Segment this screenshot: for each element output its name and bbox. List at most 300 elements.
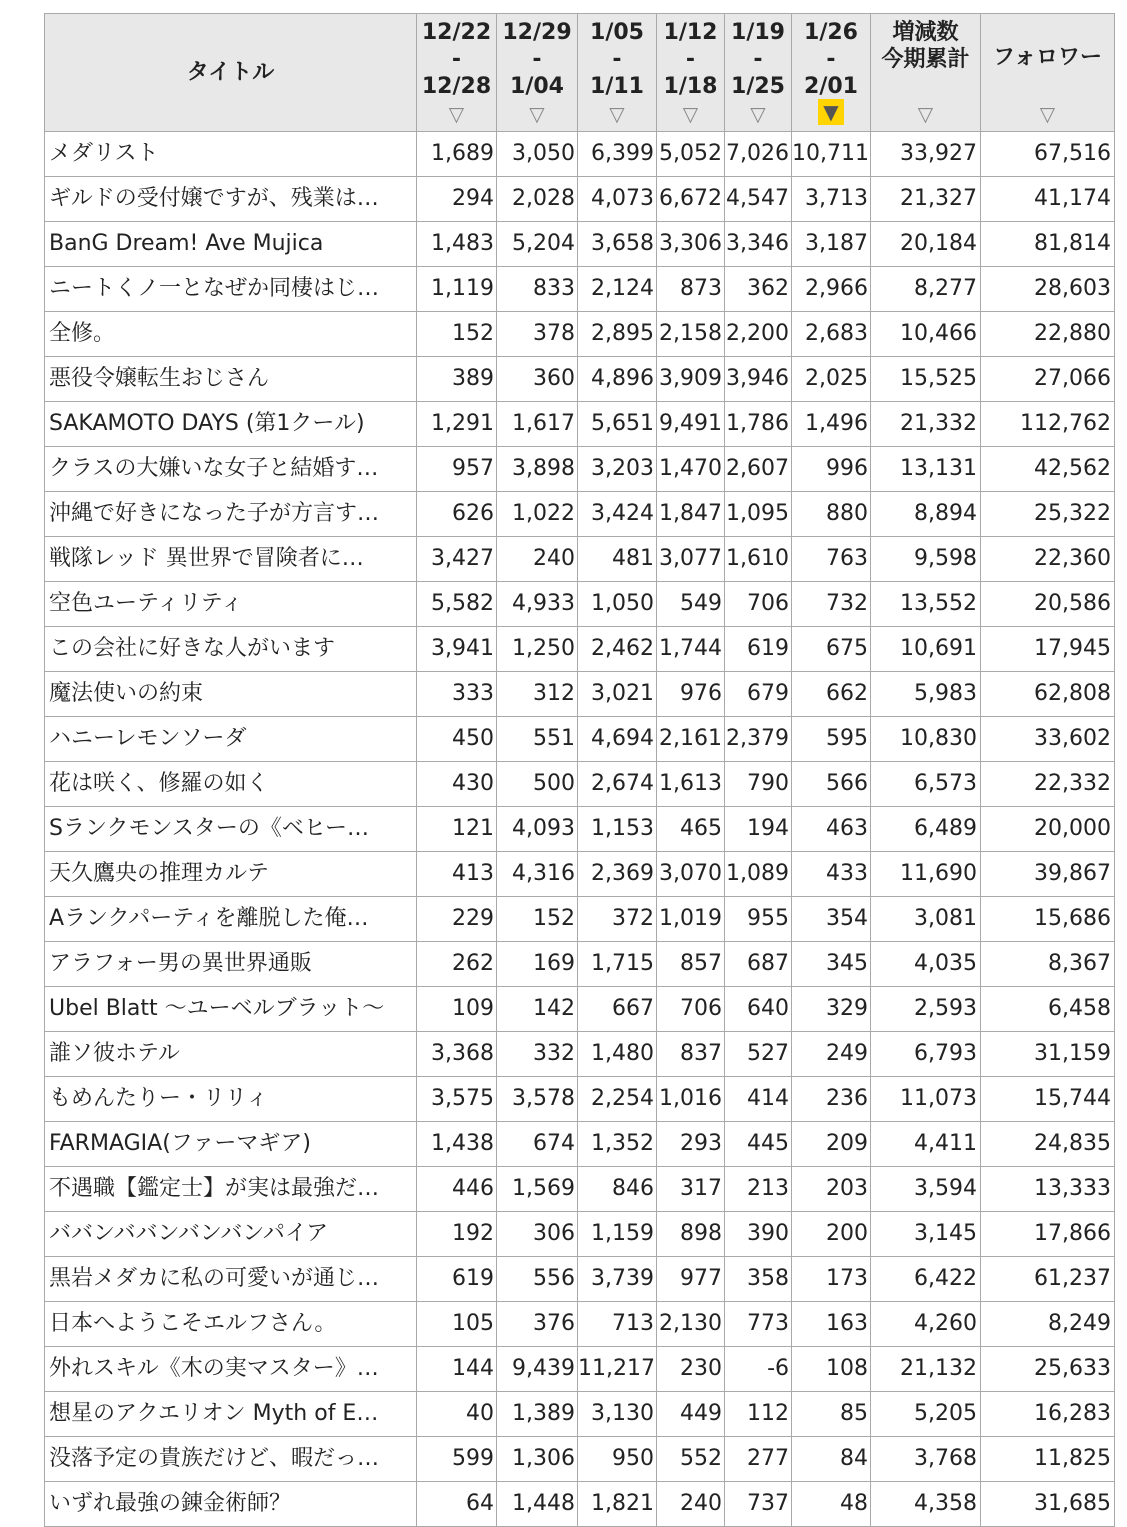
week-6-value: 329 bbox=[792, 987, 871, 1032]
week-2-value: 360 bbox=[497, 357, 578, 402]
cumulative-value: 21,132 bbox=[871, 1347, 981, 1392]
week-2-value: 2,028 bbox=[497, 177, 578, 222]
followers-value: 24,835 bbox=[981, 1122, 1115, 1167]
week-1-value: 333 bbox=[417, 672, 497, 717]
week-6-value: 2,025 bbox=[792, 357, 871, 402]
table-row bbox=[45, 402, 1115, 447]
week-1-value: 294 bbox=[417, 177, 497, 222]
anime-title-cell[interactable]: 黒岩メダカに私の可愛いが通じ… bbox=[45, 1257, 417, 1302]
week-6-value: 108 bbox=[792, 1347, 871, 1392]
week-2-value: 1,306 bbox=[497, 1437, 578, 1482]
week-column-header[interactable] bbox=[417, 14, 497, 132]
week-2-value: 5,204 bbox=[497, 222, 578, 267]
anime-title-cell[interactable]: Aランクパーティを離脱した俺… bbox=[45, 897, 417, 942]
week-5-value: 1,786 bbox=[725, 402, 792, 447]
week-5-value: 445 bbox=[725, 1122, 792, 1167]
sort-triangle-icon[interactable]: ▽ bbox=[448, 102, 465, 126]
week-5-value: 687 bbox=[725, 942, 792, 987]
week-dash: - bbox=[451, 47, 462, 72]
week-5-value: 362 bbox=[725, 267, 792, 312]
week-dash: - bbox=[826, 47, 836, 72]
table-row bbox=[45, 852, 1115, 897]
week-6-value: 236 bbox=[792, 1077, 871, 1122]
week-column-header[interactable] bbox=[578, 14, 657, 132]
cumulative-value: 4,035 bbox=[871, 942, 981, 987]
week-2-value: 674 bbox=[497, 1122, 578, 1167]
week-6-value: 173 bbox=[792, 1257, 871, 1302]
anime-title-cell[interactable]: Ubel Blatt ～ユーベルブラット～ bbox=[45, 987, 417, 1032]
week-start-label: 1/26 bbox=[804, 20, 858, 45]
week-2-value: 312 bbox=[497, 672, 578, 717]
anime-title-cell[interactable]: 没落予定の貴族だけど、暇だっ… bbox=[45, 1437, 417, 1482]
week-3-value: 3,424 bbox=[578, 492, 657, 537]
week-5-value: 527 bbox=[725, 1032, 792, 1077]
week-1-value: 1,291 bbox=[417, 402, 497, 447]
week-4-value: 2,130 bbox=[657, 1302, 725, 1347]
followers-value: 20,586 bbox=[981, 582, 1115, 627]
followers-value: 67,516 bbox=[981, 132, 1115, 177]
week-3-value: 2,369 bbox=[578, 852, 657, 897]
week-1-value: 619 bbox=[417, 1257, 497, 1302]
week-4-value: 873 bbox=[657, 267, 725, 312]
cumulative-value: 4,411 bbox=[871, 1122, 981, 1167]
table-row bbox=[45, 447, 1115, 492]
week-6-value: 463 bbox=[792, 807, 871, 852]
week-2-value: 1,448 bbox=[497, 1482, 578, 1527]
cumulative-value: 6,422 bbox=[871, 1257, 981, 1302]
week-start-label: 1/05 bbox=[590, 20, 644, 45]
anime-title-cell[interactable]: FARMAGIA(ファーマギア) bbox=[45, 1122, 417, 1167]
table-row bbox=[45, 312, 1115, 357]
week-end-label: 2/01 bbox=[804, 74, 858, 99]
followers-value: 42,562 bbox=[981, 447, 1115, 492]
week-6-value: 84 bbox=[792, 1437, 871, 1482]
week-4-value: 857 bbox=[657, 942, 725, 987]
week-column-header[interactable] bbox=[497, 14, 578, 132]
cumulative-value: 3,594 bbox=[871, 1167, 981, 1212]
cumulative-value: 20,184 bbox=[871, 222, 981, 267]
week-3-value: 846 bbox=[578, 1167, 657, 1212]
week-end-label: 1/25 bbox=[731, 74, 785, 99]
followers-value: 27,066 bbox=[981, 357, 1115, 402]
table-row bbox=[45, 627, 1115, 672]
week-5-value: 790 bbox=[725, 762, 792, 807]
week-4-value: 9,491 bbox=[657, 402, 725, 447]
anime-title-cell[interactable]: 不遇職【鑑定士】が実は最強だ… bbox=[45, 1167, 417, 1212]
week-6-value: 675 bbox=[792, 627, 871, 672]
week-5-value: 1,089 bbox=[725, 852, 792, 897]
table-row bbox=[45, 222, 1115, 267]
table-row bbox=[45, 762, 1115, 807]
cumulative-value: 13,552 bbox=[871, 582, 981, 627]
week-1-value: 144 bbox=[417, 1347, 497, 1392]
week-5-value: 277 bbox=[725, 1437, 792, 1482]
week-4-value: 3,077 bbox=[657, 537, 725, 582]
table-row bbox=[45, 987, 1115, 1032]
sort-triangle-icon[interactable]: ▽ bbox=[917, 102, 934, 126]
cumulative-value: 3,768 bbox=[871, 1437, 981, 1482]
anime-title-cell[interactable]: 想星のアクエリオン Myth of E… bbox=[45, 1392, 417, 1437]
week-1-value: 1,119 bbox=[417, 267, 497, 312]
week-5-value: 4,547 bbox=[725, 177, 792, 222]
table-row bbox=[45, 357, 1115, 402]
week-2-value: 306 bbox=[497, 1212, 578, 1257]
anime-title-cell[interactable]: 天久鷹央の推理カルテ bbox=[45, 852, 417, 897]
table-row bbox=[45, 942, 1115, 987]
week-3-value: 1,821 bbox=[578, 1482, 657, 1527]
sort-triangle-icon[interactable]: ▽ bbox=[682, 102, 699, 126]
week-3-value: 3,658 bbox=[578, 222, 657, 267]
week-3-value: 3,739 bbox=[578, 1257, 657, 1302]
anime-title-cell[interactable]: この会社に好きな人がいます bbox=[45, 627, 417, 672]
week-4-value: 2,158 bbox=[657, 312, 725, 357]
cumulative-value: 21,332 bbox=[871, 402, 981, 447]
cumulative-value: 15,525 bbox=[871, 357, 981, 402]
week-dash: - bbox=[532, 47, 542, 72]
followers-value: 112,762 bbox=[981, 402, 1115, 447]
week-6-value: 880 bbox=[792, 492, 871, 537]
anime-title-cell[interactable]: Sランクモンスターの《ベヒー… bbox=[45, 807, 417, 852]
table-row bbox=[45, 132, 1115, 177]
followers-value: 8,249 bbox=[981, 1302, 1115, 1347]
week-end-label: 1/18 bbox=[663, 74, 718, 99]
week-4-value: 1,744 bbox=[657, 627, 725, 672]
week-4-value: 976 bbox=[657, 672, 725, 717]
table-row bbox=[45, 492, 1115, 537]
week-6-value: 595 bbox=[792, 717, 871, 762]
week-1-value: 413 bbox=[417, 852, 497, 897]
anime-title-cell[interactable]: ギルドの受付嬢ですが、残業は… bbox=[45, 177, 417, 222]
week-3-value: 1,352 bbox=[578, 1122, 657, 1167]
week-6-value: 566 bbox=[792, 762, 871, 807]
week-1-value: 626 bbox=[417, 492, 497, 537]
anime-title-cell[interactable]: もめんたりー・リリィ bbox=[45, 1077, 417, 1122]
week-2-value: 1,389 bbox=[497, 1392, 578, 1437]
followers-value: 33,602 bbox=[981, 717, 1115, 762]
week-5-value: 679 bbox=[725, 672, 792, 717]
cumulative-column-header[interactable] bbox=[871, 14, 981, 132]
week-2-value: 1,569 bbox=[497, 1167, 578, 1212]
followers-value: 22,332 bbox=[981, 762, 1115, 807]
week-6-value: 2,683 bbox=[792, 312, 871, 357]
week-2-value: 1,617 bbox=[497, 402, 578, 447]
week-4-value: 837 bbox=[657, 1032, 725, 1077]
week-1-value: 3,575 bbox=[417, 1077, 497, 1122]
week-3-value: 1,153 bbox=[578, 807, 657, 852]
week-5-value: 1,610 bbox=[725, 537, 792, 582]
week-6-value: 763 bbox=[792, 537, 871, 582]
week-5-value: 112 bbox=[725, 1392, 792, 1437]
week-2-value: 169 bbox=[497, 942, 578, 987]
cumulative-value: 13,131 bbox=[871, 447, 981, 492]
week-3-value: 3,203 bbox=[578, 447, 657, 492]
week-4-value: 3,070 bbox=[657, 852, 725, 897]
week-5-value: 2,379 bbox=[725, 717, 792, 762]
followers-value: 81,814 bbox=[981, 222, 1115, 267]
followers-value: 25,633 bbox=[981, 1347, 1115, 1392]
anime-title-cell[interactable]: ハニーレモンソーダ bbox=[45, 717, 417, 762]
table-row bbox=[45, 177, 1115, 222]
week-2-value: 551 bbox=[497, 717, 578, 762]
followers-value: 22,360 bbox=[981, 537, 1115, 582]
table-row bbox=[45, 897, 1115, 942]
week-6-value: 345 bbox=[792, 942, 871, 987]
week-4-value: 1,613 bbox=[657, 762, 725, 807]
cumulative-header-line1: 増減数 bbox=[892, 20, 959, 45]
cumulative-value: 5,983 bbox=[871, 672, 981, 717]
week-5-value: 358 bbox=[725, 1257, 792, 1302]
table-row bbox=[45, 1482, 1115, 1527]
week-6-value: 209 bbox=[792, 1122, 871, 1167]
table-row bbox=[45, 1167, 1115, 1212]
table-row bbox=[45, 1302, 1115, 1347]
week-1-value: 152 bbox=[417, 312, 497, 357]
week-3-value: 1,050 bbox=[578, 582, 657, 627]
cumulative-value: 8,894 bbox=[871, 492, 981, 537]
week-1-value: 229 bbox=[417, 897, 497, 942]
followers-value: 31,685 bbox=[981, 1482, 1115, 1527]
week-1-value: 192 bbox=[417, 1212, 497, 1257]
week-5-value: 2,200 bbox=[725, 312, 792, 357]
cumulative-value: 9,598 bbox=[871, 537, 981, 582]
week-dash: - bbox=[685, 47, 696, 72]
cumulative-value: 10,691 bbox=[871, 627, 981, 672]
week-6-value: 1,496 bbox=[792, 402, 871, 447]
followers-value: 28,603 bbox=[981, 267, 1115, 312]
anime-title-cell[interactable]: ババンババンバンバンパイア bbox=[45, 1212, 417, 1257]
anime-title-cell[interactable]: 魔法使いの約束 bbox=[45, 672, 417, 717]
week-start-label: 12/29 bbox=[502, 20, 572, 45]
followers-column-header[interactable] bbox=[981, 14, 1115, 132]
followers-value: 62,808 bbox=[981, 672, 1115, 717]
week-4-value: 230 bbox=[657, 1347, 725, 1392]
cumulative-value: 3,145 bbox=[871, 1212, 981, 1257]
anime-title-cell[interactable]: 沖縄で好きになった子が方言す… bbox=[45, 492, 417, 537]
week-1-value: 1,483 bbox=[417, 222, 497, 267]
week-3-value: 1,715 bbox=[578, 942, 657, 987]
followers-value: 25,322 bbox=[981, 492, 1115, 537]
week-end-label: 1/04 bbox=[510, 74, 564, 99]
week-column-header[interactable] bbox=[725, 14, 792, 132]
table-row bbox=[45, 1077, 1115, 1122]
week-6-value: 85 bbox=[792, 1392, 871, 1437]
cumulative-value: 6,489 bbox=[871, 807, 981, 852]
anime-title-cell[interactable]: 日本へようこそエルフさん。 bbox=[45, 1302, 417, 1347]
week-4-value: 1,016 bbox=[657, 1077, 725, 1122]
followers-value: 8,367 bbox=[981, 942, 1115, 987]
week-4-value: 898 bbox=[657, 1212, 725, 1257]
anime-title-cell[interactable]: メダリスト bbox=[45, 132, 417, 177]
sort-triangle-icon[interactable]: ▽ bbox=[609, 102, 625, 126]
followers-value: 41,174 bbox=[981, 177, 1115, 222]
week-6-value: 3,713 bbox=[792, 177, 871, 222]
table-row bbox=[45, 1122, 1115, 1167]
week-3-value: 372 bbox=[578, 897, 657, 942]
week-6-value: 732 bbox=[792, 582, 871, 627]
week-2-value: 152 bbox=[497, 897, 578, 942]
followers-value: 16,283 bbox=[981, 1392, 1115, 1437]
table-row bbox=[45, 807, 1115, 852]
followers-value: 15,686 bbox=[981, 897, 1115, 942]
anime-title-cell[interactable]: 空色ユーティリティ bbox=[45, 582, 417, 627]
followers-value: 15,744 bbox=[981, 1077, 1115, 1122]
cumulative-value: 33,927 bbox=[871, 132, 981, 177]
cumulative-value: 4,260 bbox=[871, 1302, 981, 1347]
week-1-value: 599 bbox=[417, 1437, 497, 1482]
week-2-value: 240 bbox=[497, 537, 578, 582]
anime-title-cell[interactable]: 戦隊レッド 異世界で冒険者に… bbox=[45, 537, 417, 582]
week-4-value: 449 bbox=[657, 1392, 725, 1437]
cumulative-value: 11,690 bbox=[871, 852, 981, 897]
week-5-value: 706 bbox=[725, 582, 792, 627]
week-2-value: 1,250 bbox=[497, 627, 578, 672]
week-3-value: 2,462 bbox=[578, 627, 657, 672]
week-column-header[interactable] bbox=[657, 14, 725, 132]
week-3-value: 1,480 bbox=[578, 1032, 657, 1077]
cumulative-value: 6,573 bbox=[871, 762, 981, 807]
anime-title-cell[interactable]: SAKAMOTO DAYS (第1クール) bbox=[45, 402, 417, 447]
week-1-value: 3,427 bbox=[417, 537, 497, 582]
week-2-value: 3,050 bbox=[497, 132, 578, 177]
week-5-value: 7,026 bbox=[725, 132, 792, 177]
anime-title-cell[interactable]: 誰ソ彼ホテル bbox=[45, 1032, 417, 1077]
week-1-value: 105 bbox=[417, 1302, 497, 1347]
week-4-value: 5,052 bbox=[657, 132, 725, 177]
week-1-value: 1,689 bbox=[417, 132, 497, 177]
week-column-header-sorted[interactable] bbox=[792, 14, 871, 132]
week-3-value: 950 bbox=[578, 1437, 657, 1482]
header-row bbox=[45, 14, 1115, 132]
week-6-value: 354 bbox=[792, 897, 871, 942]
week-5-value: -6 bbox=[725, 1347, 792, 1392]
ranking-table bbox=[44, 13, 1115, 1527]
week-1-value: 430 bbox=[417, 762, 497, 807]
followers-header-label: フォロワー bbox=[993, 45, 1102, 70]
week-3-value: 6,399 bbox=[578, 132, 657, 177]
anime-title-cell[interactable]: 全修。 bbox=[45, 312, 417, 357]
week-6-value: 200 bbox=[792, 1212, 871, 1257]
table-row bbox=[45, 1347, 1115, 1392]
week-2-value: 4,933 bbox=[497, 582, 578, 627]
table-row bbox=[45, 537, 1115, 582]
anime-title-cell[interactable]: ニートくノ一となぜか同棲はじ… bbox=[45, 267, 417, 312]
week-5-value: 213 bbox=[725, 1167, 792, 1212]
week-start-label: 1/19 bbox=[731, 20, 785, 45]
cumulative-header-line2: 今期累計 bbox=[881, 47, 970, 72]
week-1-value: 3,368 bbox=[417, 1032, 497, 1077]
followers-value: 39,867 bbox=[981, 852, 1115, 897]
week-1-value: 446 bbox=[417, 1167, 497, 1212]
week-2-value: 376 bbox=[497, 1302, 578, 1347]
sort-active-triangle-icon[interactable]: ▼ bbox=[818, 99, 844, 125]
anime-title-cell[interactable]: アラフォー男の異世界通販 bbox=[45, 942, 417, 987]
anime-title-cell[interactable]: いずれ最強の錬金術師？ bbox=[45, 1482, 417, 1527]
week-5-value: 3,346 bbox=[725, 222, 792, 267]
title-column-header[interactable] bbox=[45, 14, 417, 132]
anime-title-cell[interactable]: 外れスキル《木の実マスター》… bbox=[45, 1347, 417, 1392]
cumulative-value: 11,073 bbox=[871, 1077, 981, 1122]
anime-title-cell[interactable]: BanG Dream! Ave Mujica bbox=[45, 222, 417, 267]
week-2-value: 9,439 bbox=[497, 1347, 578, 1392]
anime-title-cell[interactable]: 悪役令嬢転生おじさん bbox=[45, 357, 417, 402]
sort-triangle-icon[interactable]: ▽ bbox=[750, 102, 766, 126]
week-3-value: 2,674 bbox=[578, 762, 657, 807]
table-row bbox=[45, 1032, 1115, 1077]
week-4-value: 465 bbox=[657, 807, 725, 852]
cumulative-value: 10,466 bbox=[871, 312, 981, 357]
title-header-label: タイトル bbox=[186, 60, 275, 85]
week-end-label: 12/28 bbox=[421, 74, 492, 99]
cumulative-value: 4,358 bbox=[871, 1482, 981, 1527]
week-4-value: 1,019 bbox=[657, 897, 725, 942]
week-6-value: 48 bbox=[792, 1482, 871, 1527]
week-2-value: 142 bbox=[497, 987, 578, 1032]
week-1-value: 450 bbox=[417, 717, 497, 762]
week-6-value: 3,187 bbox=[792, 222, 871, 267]
week-2-value: 378 bbox=[497, 312, 578, 357]
anime-title-cell[interactable]: クラスの大嫌いな女子と結婚す… bbox=[45, 447, 417, 492]
cumulative-value: 2,593 bbox=[871, 987, 981, 1032]
followers-value: 31,159 bbox=[981, 1032, 1115, 1077]
week-1-value: 3,941 bbox=[417, 627, 497, 672]
week-4-value: 293 bbox=[657, 1122, 725, 1167]
week-4-value: 317 bbox=[657, 1167, 725, 1212]
table-row bbox=[45, 1437, 1115, 1482]
week-3-value: 5,651 bbox=[578, 402, 657, 447]
table-row bbox=[45, 672, 1115, 717]
sort-triangle-icon[interactable]: ▽ bbox=[1039, 102, 1056, 126]
cumulative-value: 10,830 bbox=[871, 717, 981, 762]
table-row bbox=[45, 1392, 1115, 1437]
week-2-value: 4,093 bbox=[497, 807, 578, 852]
week-5-value: 955 bbox=[725, 897, 792, 942]
week-6-value: 662 bbox=[792, 672, 871, 717]
week-1-value: 957 bbox=[417, 447, 497, 492]
week-4-value: 3,909 bbox=[657, 357, 725, 402]
week-2-value: 500 bbox=[497, 762, 578, 807]
week-4-value: 706 bbox=[657, 987, 725, 1032]
week-1-value: 64 bbox=[417, 1482, 497, 1527]
week-start-label: 1/12 bbox=[663, 20, 718, 45]
week-4-value: 6,672 bbox=[657, 177, 725, 222]
followers-value: 20,000 bbox=[981, 807, 1115, 852]
week-2-value: 4,316 bbox=[497, 852, 578, 897]
week-1-value: 40 bbox=[417, 1392, 497, 1437]
week-3-value: 3,021 bbox=[578, 672, 657, 717]
sort-triangle-icon[interactable]: ▽ bbox=[529, 102, 545, 126]
cumulative-value: 3,081 bbox=[871, 897, 981, 942]
week-2-value: 332 bbox=[497, 1032, 578, 1077]
followers-value: 17,945 bbox=[981, 627, 1115, 672]
week-5-value: 390 bbox=[725, 1212, 792, 1257]
week-5-value: 619 bbox=[725, 627, 792, 672]
week-3-value: 4,073 bbox=[578, 177, 657, 222]
week-4-value: 552 bbox=[657, 1437, 725, 1482]
table-row bbox=[45, 1212, 1115, 1257]
week-2-value: 3,578 bbox=[497, 1077, 578, 1122]
week-2-value: 833 bbox=[497, 267, 578, 312]
week-6-value: 10,711 bbox=[792, 132, 871, 177]
week-3-value: 2,254 bbox=[578, 1077, 657, 1122]
week-4-value: 1,470 bbox=[657, 447, 725, 492]
week-4-value: 2,161 bbox=[657, 717, 725, 762]
week-4-value: 977 bbox=[657, 1257, 725, 1302]
week-start-label: 12/22 bbox=[421, 20, 492, 45]
followers-value: 17,866 bbox=[981, 1212, 1115, 1257]
anime-title-cell[interactable]: 花は咲く、修羅の如く bbox=[45, 762, 417, 807]
cumulative-value: 5,205 bbox=[871, 1392, 981, 1437]
table-body bbox=[45, 132, 1115, 1527]
